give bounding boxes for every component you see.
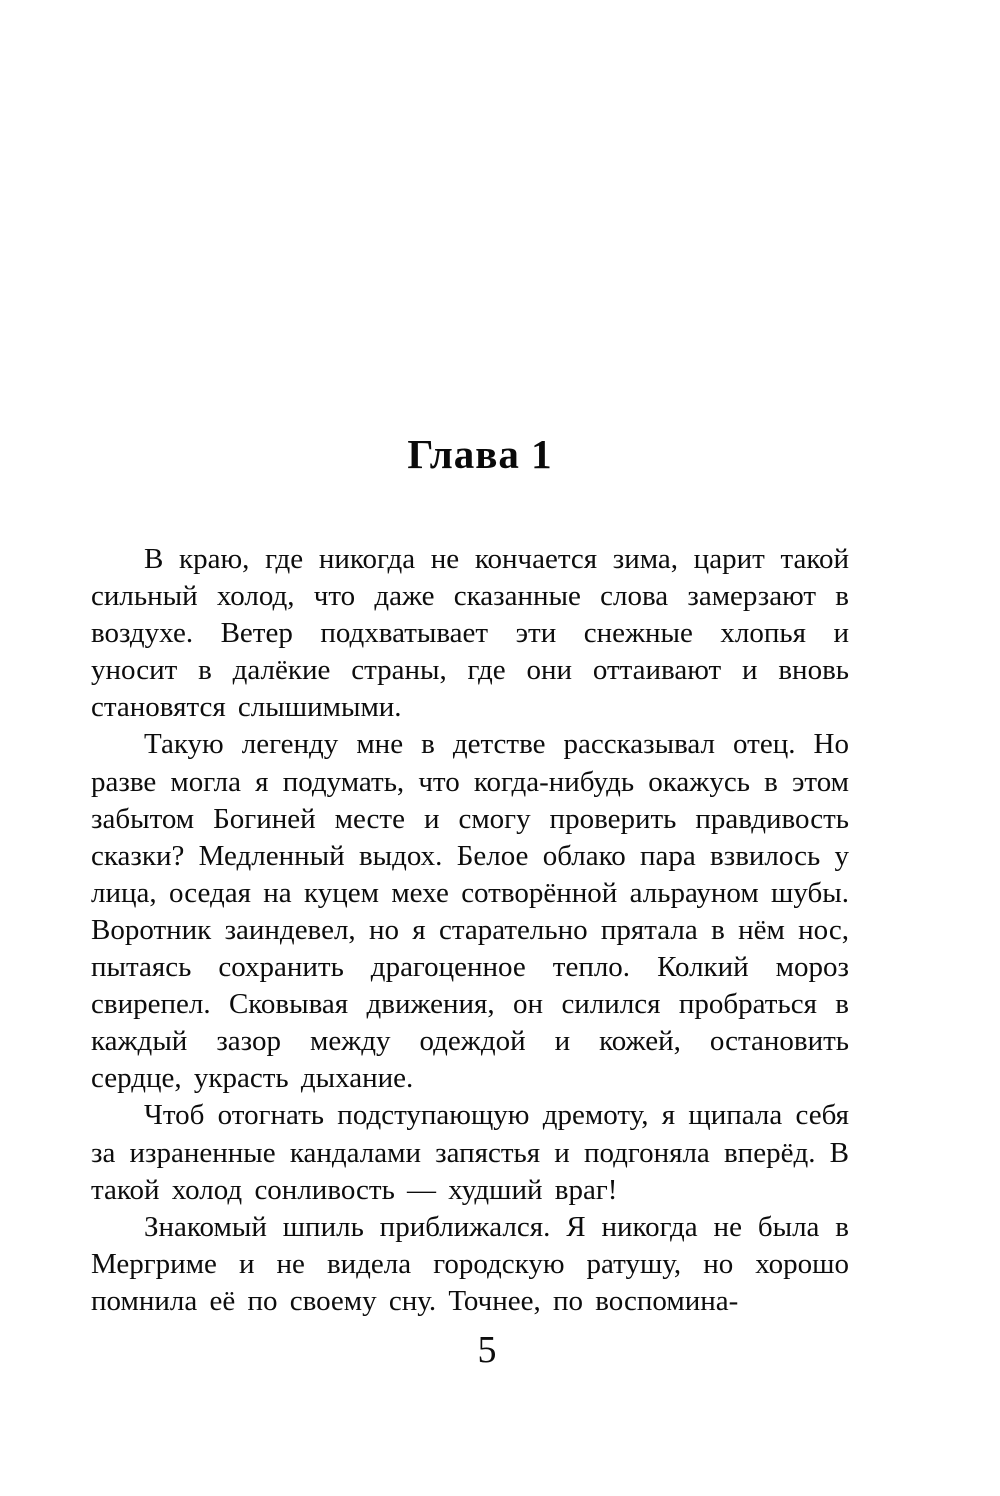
paragraph: Чтоб отогнать подступающую дремоту, я щипала себя за израненные кандалами запястья и подгоняла вперёд. В такой холод сонливость — худший враг! xyxy=(91,1099,849,1206)
page-number: 5 xyxy=(477,1329,497,1371)
body-text xyxy=(91,541,849,1320)
paragraph: Знакомый шпиль приближался. Я никогда не была в Мергриме и не видела городскую ратушу, но хорошо помнила её по своему сну. Точнее, по воспомина- xyxy=(91,1210,849,1317)
paragraph: В краю, где никогда не кончается зима, царит такой сильный холод, что даже сказанные слова замерзают в воздухе. Ветер подхватывает эти снежные хлопья и уносит в далёкие страны, где они оттаивают и вновь становятся слышимыми. xyxy=(91,543,849,724)
chapter-heading: Глава 1 xyxy=(407,431,553,477)
paragraph: Такую легенду мне в детстве рассказывал отец. Но разве могла я подумать, что когда-нибудь окажусь в этом забытом Богиней месте и смогу проверить правдивость сказки? Медленный выдох. Белое облако пара взвилось у лица, оседая на куцем мехе сотворённой альрауном шубы. Воротник заиндевел, но я старательно прятала в нём нос, пытаясь сохранить драгоценное тепло. Колкий мороз свирепел. Сковывая движения, он силился пробраться в каждый зазор между одеждой и кожей, остановить сердце, украсть дыхание. xyxy=(91,728,849,1095)
